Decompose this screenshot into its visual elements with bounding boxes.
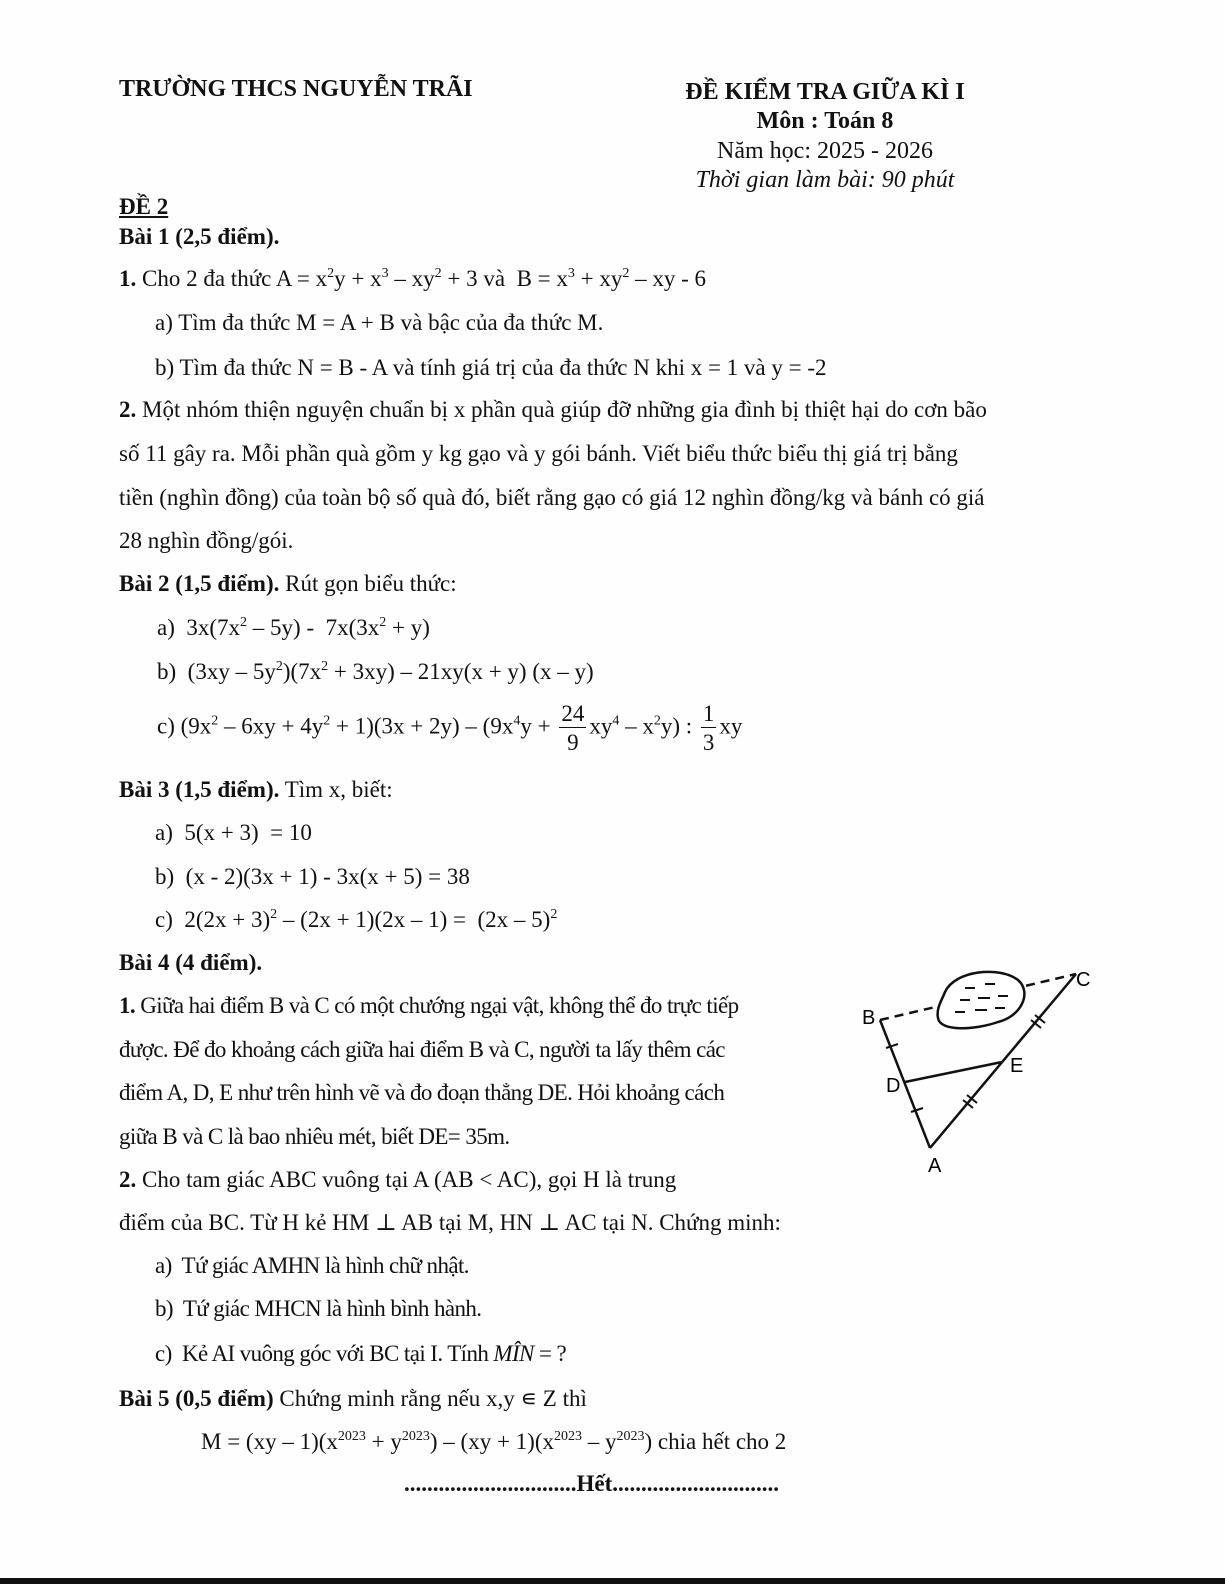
- bai2-b: b) $(3xy - 5y^2)(7x^2 + 3xy) - 21xy(x + y)$ (x – y): [157, 659, 594, 684]
- bai2-title: Bài 2 (1,5 điểm).: [119, 571, 280, 596]
- exam-title: ĐỀ KIỂM TRA GIỮA KÌ I: [685, 79, 965, 105]
- bai1-q2-line4: 28 nghìn đồng/gói.: [119, 528, 294, 553]
- bai5-header: [119, 1386, 587, 1412]
- bai3-a: a) 5(x + 3) = 10: [155, 820, 312, 845]
- bai4-q2-c: [155, 1341, 566, 1367]
- bai5-expression: $M = (xy - 1)(x^{2023} + y^{2023}) - (xy + 1)(x^{2023} - y^{2023})$ chia hết cho 2: [201, 1429, 787, 1454]
- bai2-header: [119, 571, 457, 597]
- exam-code: ĐỀ 2: [119, 194, 169, 219]
- time-limit: Thời gian làm bài: 90 phút: [695, 167, 955, 193]
- triangle-figure: [850, 960, 1110, 1180]
- end-marker: ..............................Hết.............................: [404, 1471, 780, 1496]
- label-c: C: [1076, 969, 1091, 991]
- bai4-q1-line2: được. Để đo khoảng cách giữa hai điểm B và C, người ta lấy thêm các: [119, 1037, 725, 1062]
- obstacle-shape: [938, 972, 1025, 1028]
- bai3-instruction: Tìm x, biết:: [284, 777, 393, 802]
- bai2-a: a) $3x(7x^2 - 5y) - 7x(3x^2 + y)$: [157, 615, 430, 640]
- bai1-q2-line3: tiền (nghìn đồng) của toàn bộ số quà đó, biết rằng gạo có giá 12 nghìn đồng/kg và bánh có giá: [119, 485, 985, 510]
- bai1-q2-line2: số 11 gây ra. Mỗi phần quà gồm y kg gạo và y gói bánh. Viết biểu thức biểu thị giá trị bằng: [119, 441, 958, 466]
- bai4-q2-b: b) Tứ giác MHCN là hình bình hành.: [155, 1296, 482, 1321]
- bai4-q1-line4: giữa B và C là bao nhiêu mét, biết DE= 35m.: [119, 1124, 510, 1149]
- angle-min: MÎN: [493, 1341, 534, 1366]
- bai4-q2-line2: điểm của BC. Từ H kẻ HM ⊥ AB tại M, HN ⊥ AC tại N. Chứng minh:: [119, 1210, 781, 1235]
- bai4-q2-number: 2.: [119, 1167, 137, 1192]
- bai4-q2-text1: Cho tam giác ABC vuông tại A (AB < AC), gọi H là trung: [142, 1167, 677, 1192]
- bai4-q1-text1: Giữa hai điểm B và C có một chướng ngại vật, không thể đo trực tiếp: [140, 993, 739, 1018]
- fraction-1-3: $\frac{1}{3}$: [702, 701, 715, 755]
- bai4-q1-number: 1.: [119, 993, 136, 1018]
- bai3-title: Bài 3 (1,5 điểm).: [119, 777, 280, 802]
- bai4-q1-line3: điểm A, D, E như trên hình vẽ và đo đoạn thẳng DE. Hỏi khoảng cách: [119, 1080, 725, 1105]
- bai1-q2-line1: [119, 397, 987, 423]
- bai5-conclusion: chia hết cho 2: [657, 1429, 787, 1454]
- bai3-b: b) (x - 2)(3x + 1) - 3x(x + 5) = 38: [155, 864, 470, 889]
- bai2-instruction: Rút gọn biểu thức:: [285, 571, 457, 596]
- bai4-q2-a: a) Tứ giác AMHN là hình chữ nhật.: [155, 1253, 469, 1278]
- label-b: B: [862, 1007, 876, 1029]
- bai4-q1-line1: [119, 993, 739, 1019]
- label-a: A: [928, 1155, 942, 1177]
- fraction-24-9: $\frac{24}{9}$: [561, 701, 585, 755]
- subject: Môn : Toán 8: [756, 108, 894, 134]
- bai1-q2-number: 2.: [119, 397, 137, 422]
- school-year: Năm học: 2025 - 2026: [717, 138, 933, 164]
- bottom-border: [0, 1578, 1225, 1584]
- bai3-c: c) $2(2x + 3)^2 - (2x + 1)(2x - 1) = (2x - 5)^2$: [155, 907, 558, 932]
- bai1-q1-a: a) Tìm đa thức M = A + B và bậc của đa thức M.: [155, 310, 604, 335]
- bai1-q1-number: 1.: [119, 266, 137, 291]
- bai5-title: Bài 5 (0,5 điểm): [119, 1386, 274, 1411]
- label-d: D: [886, 1075, 901, 1097]
- bai4-q2-c-end: = ?: [538, 1341, 567, 1366]
- bai4-q2-c-text: c) Kẻ AI vuông góc với BC tại I. Tính: [155, 1341, 489, 1366]
- label-e: E: [1010, 1055, 1024, 1077]
- bai4-title: Bài 4 (4 điểm).: [119, 950, 263, 975]
- bai1-q1: 1. Cho 2 đa thức $A = x^2y + x^3 - xy^2 + 3$ và $B = x^3 + xy^2$ – xy - 6: [119, 266, 707, 291]
- school-name: TRƯỜNG THCS NGUYỄN TRÃI: [119, 76, 473, 102]
- bai2-c: c) $(9x^2 - 6xy + 4y^2 + 1)(3x + 2y) - (9x^4y$ + $\frac{24}{9}$ $xy^4 - x^2y$) : $\frac{1}{3}$ xy: [157, 701, 743, 755]
- bai3-header: [119, 777, 393, 803]
- bai1-q2-text1: Một nhóm thiện nguyện chuẩn bị x phần quà giúp đỡ những gia đình bị thiệt hại do cơn bão: [142, 397, 987, 422]
- bai4-q2-line1: [119, 1167, 676, 1193]
- bai1-q1-b: b) Tìm đa thức N = B - A và tính giá trị của đa thức N khi x = 1 và y = -2: [155, 355, 827, 380]
- bai5-statement: Chứng minh rằng nếu x,y ∊ Z thì: [279, 1386, 587, 1411]
- bai1-title: Bài 1 (2,5 điểm).: [119, 224, 280, 249]
